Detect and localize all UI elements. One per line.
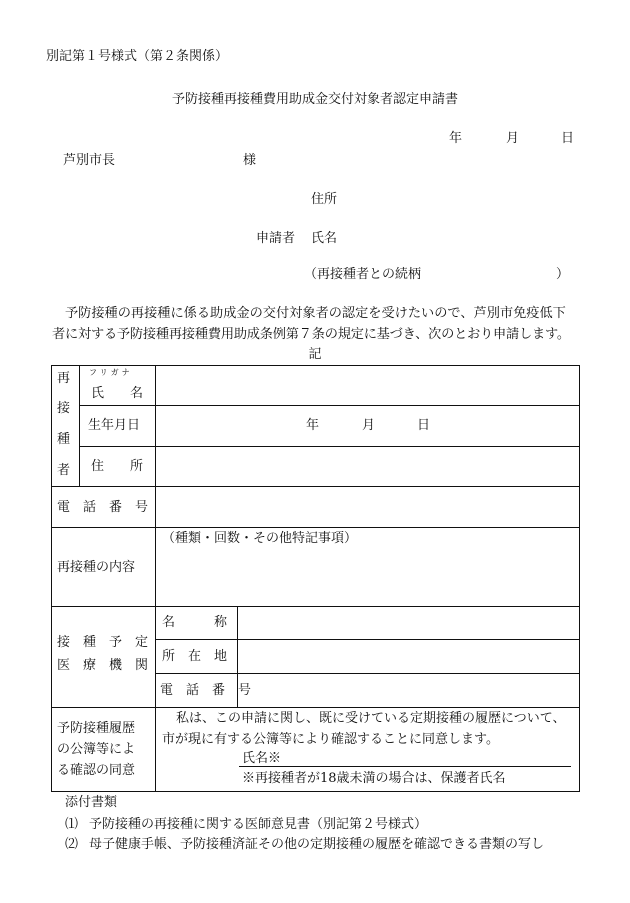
document-title: 予防接種再接種費用助成金交付対象者認定申請書 — [171, 92, 458, 107]
birth-year-label: 年 — [306, 418, 320, 433]
address-row-label: 住 所 — [91, 459, 144, 474]
phone-label: 電 話 番 号 — [57, 500, 149, 515]
addressee-name: 芦別市長 — [63, 153, 116, 168]
consent-note: ※再接種者が18歳未満の場合は、保護者氏名 — [242, 771, 506, 786]
content-label: 再接種の内容 — [57, 560, 136, 575]
institution-label-line1: 接 種 予 定 — [57, 635, 149, 650]
applicant-label: 申請者 — [256, 231, 296, 246]
furigana-label: フリガナ — [89, 368, 133, 377]
consent-label-line1: 予防接種履歴 — [57, 721, 136, 736]
name-label: 氏 名 — [91, 386, 144, 401]
institution-location-label: 所 在 地 — [162, 649, 228, 664]
attachment-2-text: 母子健康手帳、予防接種済証その他の定期接種の履歴を確認できる書類の写し — [89, 837, 545, 852]
date-year-label: 年 — [449, 131, 463, 146]
attachment-2-number: ⑵ — [65, 837, 79, 852]
form-number: 別記第１号様式（第２条関係） — [46, 49, 229, 64]
addressee-honorific: 様 — [243, 153, 257, 168]
date-month-label: 月 — [506, 131, 520, 146]
institution-name-label: 名 称 — [162, 615, 228, 630]
body-text-line2: 者に対する予防接種再接種費用助成条例第７条の規定に基づき、次のとおり申請します。 — [52, 327, 570, 342]
consent-text-line2: 市が現に有する公簿等により確認することに同意します。 — [162, 732, 499, 747]
side-label-char-1: 再 — [57, 371, 71, 386]
side-label-char-4: 者 — [57, 463, 71, 478]
attachment-1-number: ⑴ — [65, 817, 79, 832]
side-label-char-2: 接 — [57, 401, 71, 416]
institution-label-line2: 医 療 機 関 — [57, 658, 149, 673]
consent-name-label: 氏名※ — [242, 751, 282, 766]
birth-month-label: 月 — [362, 418, 376, 433]
relationship-close: ） — [556, 267, 570, 282]
side-label-char-3: 種 — [57, 432, 71, 447]
birth-day-label: 日 — [417, 418, 431, 433]
birthdate-label: 生年月日 — [88, 418, 141, 433]
attachments-heading: 添付書類 — [65, 795, 118, 810]
consent-text-line1: 私は、この申請に関し、既に受けている定期接種の履歴について、 — [176, 711, 566, 726]
date-day-label: 日 — [561, 131, 575, 146]
relationship-label: （再接種者との続柄 — [304, 267, 422, 282]
content-note: （種類・回数・その他特記事項） — [162, 531, 358, 546]
attachment-1-text: 予防接種の再接種に関する医師意見書（別記第２号様式） — [89, 817, 428, 832]
ki-label: 記 — [308, 347, 322, 362]
institution-phone-label: 電 話 番 号 — [160, 683, 252, 698]
consent-label-line2: の公簿等によ — [57, 742, 136, 757]
consent-label-line3: る確認の同意 — [57, 763, 136, 778]
body-text-line1: 予防接種の再接種に係る助成金の交付対象者の認定を受けたいので、芦別市免疫低下 — [65, 306, 566, 321]
applicant-name-label: 氏名 — [311, 231, 338, 246]
address-label: 住所 — [311, 192, 338, 207]
